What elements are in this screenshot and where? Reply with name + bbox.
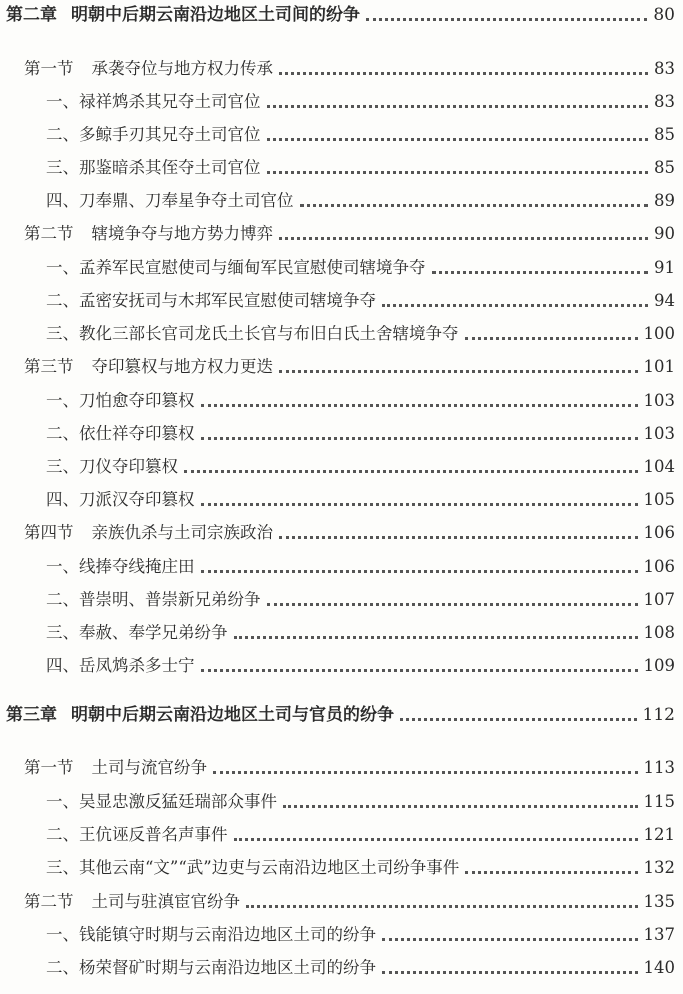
dot-leader xyxy=(246,905,638,908)
toc-entry-label: 第二节 xyxy=(24,224,74,243)
toc-entry-title: 孟养军民宣慰使司与缅甸军民宣慰使司辖境争夺 xyxy=(79,258,426,277)
toc-entry-title: 明朝中后期云南沿边地区土司间的纷争 xyxy=(71,5,360,25)
toc-page-number: 101 xyxy=(643,357,675,376)
toc-item-entry[interactable] xyxy=(46,556,675,578)
toc-page-number: 83 xyxy=(654,92,675,111)
toc-entry-title: 吴显忠激反猛廷瑞部众事件 xyxy=(79,792,277,811)
toc-entry-title: 土司与驻滇宦官纷争 xyxy=(91,892,240,911)
toc-chapter-entry[interactable] xyxy=(6,4,675,26)
toc-entry-label: 三、 xyxy=(46,858,79,877)
toc-item-entry[interactable] xyxy=(46,91,675,113)
toc-entry-title: 依仕祥夺印篡权 xyxy=(79,424,195,443)
toc-page-number: 104 xyxy=(643,457,675,476)
toc-entry-title: 教化三部长官司龙氏土长官与布旧白氏土舍辖境争夺 xyxy=(79,324,459,343)
toc-page-number: 113 xyxy=(643,758,675,777)
toc-entry-title: 奉赦、奉学兄弟纷争 xyxy=(79,623,228,642)
toc-entry-label: 一、 xyxy=(46,391,79,410)
toc-entry-title: 刀仪夺印篡权 xyxy=(79,457,178,476)
dot-leader xyxy=(279,72,648,75)
toc-entry-label: 二、 xyxy=(46,125,79,144)
dot-leader xyxy=(267,603,638,606)
toc-page-number: 85 xyxy=(654,158,675,177)
toc-item-entry[interactable] xyxy=(46,390,675,412)
dot-leader xyxy=(234,636,638,639)
dot-leader xyxy=(234,838,638,841)
toc-entry-label: 四、 xyxy=(46,490,79,509)
toc-section-entry[interactable] xyxy=(24,58,675,80)
toc-entry-title: 孟密安抚司与木邦军民宣慰使司辖境争夺 xyxy=(79,291,376,310)
toc-entry-label: 三、 xyxy=(46,324,79,343)
toc-item-entry[interactable] xyxy=(46,924,675,946)
toc-entry-label: 二、 xyxy=(46,590,79,609)
toc-entry-label: 第三章 xyxy=(6,705,57,725)
toc-page-number: 108 xyxy=(643,623,675,642)
toc-section-entry[interactable] xyxy=(24,757,675,779)
toc-entry-title: 杨荣督矿时期与云南沿边地区土司的纷争 xyxy=(79,958,376,977)
dot-leader xyxy=(465,337,638,340)
toc-page-number: 80 xyxy=(653,5,675,25)
toc-section-entry[interactable] xyxy=(24,891,675,913)
toc-item-entry[interactable] xyxy=(46,857,675,879)
toc-item-entry[interactable] xyxy=(46,157,675,179)
toc-entry-label: 第二章 xyxy=(6,5,57,25)
dot-leader xyxy=(201,404,638,407)
toc-page-number: 137 xyxy=(643,925,675,944)
toc-item-entry[interactable] xyxy=(46,290,675,312)
dot-leader xyxy=(432,271,649,274)
dot-leader xyxy=(201,437,638,440)
toc-entry-label: 二、 xyxy=(46,291,79,310)
dot-leader xyxy=(267,105,649,108)
toc-item-entry[interactable] xyxy=(46,489,675,511)
toc-entry-label: 二、 xyxy=(46,424,79,443)
toc-page-number: 83 xyxy=(654,59,675,78)
toc-chapter-entry[interactable] xyxy=(6,704,675,726)
toc-item-entry[interactable] xyxy=(46,456,675,478)
toc-page-number: 90 xyxy=(654,224,675,243)
toc-entry-label: 第二节 xyxy=(24,892,74,911)
toc-entry-label: 二、 xyxy=(46,825,79,844)
dot-leader xyxy=(201,570,638,573)
toc-item-entry[interactable] xyxy=(46,423,675,445)
toc-entry-title: 夺印篡权与地方权力更迭 xyxy=(91,357,273,376)
toc-entry-label: 第一节 xyxy=(24,59,74,78)
toc-item-entry[interactable] xyxy=(46,257,675,279)
toc-entry-title: 刀派汉夺印篡权 xyxy=(79,490,195,509)
toc-item-entry[interactable] xyxy=(46,622,675,644)
toc-entry-title: 土司与流官纷争 xyxy=(91,758,207,777)
toc-item-entry[interactable] xyxy=(46,957,675,979)
toc-page-number: 103 xyxy=(643,391,675,410)
toc-page-number: 91 xyxy=(654,258,675,277)
toc-entry-label: 四、 xyxy=(46,191,79,210)
toc-entry-title: 刀怕愈夺印篡权 xyxy=(79,391,195,410)
toc-page-number: 121 xyxy=(643,825,675,844)
dot-leader xyxy=(279,370,638,373)
toc-entry-title: 王伉诬反普名声事件 xyxy=(79,825,228,844)
toc-entry-label: 一、 xyxy=(46,92,79,111)
dot-leader xyxy=(201,669,638,672)
toc-entry-label: 一、 xyxy=(46,258,79,277)
dot-leader xyxy=(267,171,649,174)
toc-entry-label: 第一节 xyxy=(24,758,74,777)
dot-leader xyxy=(213,771,638,774)
toc-page-number: 109 xyxy=(643,656,675,675)
toc-entry-label: 三、 xyxy=(46,623,79,642)
toc-entry-label: 三、 xyxy=(46,457,79,476)
toc-page-number: 100 xyxy=(643,324,675,343)
dot-leader xyxy=(382,938,638,941)
toc-page-number: 103 xyxy=(643,424,675,443)
toc-page-number: 112 xyxy=(642,705,675,725)
toc-page-number: 115 xyxy=(643,792,675,811)
toc-item-entry[interactable] xyxy=(46,124,675,146)
toc-entry-label: 四、 xyxy=(46,656,79,675)
dot-leader xyxy=(279,237,648,240)
dot-leader xyxy=(279,536,638,539)
toc-page-number: 106 xyxy=(643,523,675,542)
toc-page-number: 85 xyxy=(654,125,675,144)
dot-leader xyxy=(283,805,638,808)
toc-entry-title: 那鉴暗杀其侄夺土司官位 xyxy=(79,158,261,177)
toc-entry-label: 一、 xyxy=(46,557,79,576)
dot-leader xyxy=(382,971,638,974)
toc-section-entry[interactable] xyxy=(24,522,675,544)
toc-entry-label: 一、 xyxy=(46,792,79,811)
toc-entry-label: 二、 xyxy=(46,958,79,977)
toc-item-entry[interactable] xyxy=(46,791,675,813)
toc-page-number: 135 xyxy=(643,892,675,911)
toc-entry-title: 多鲸手刃其兄夺土司官位 xyxy=(79,125,261,144)
toc-entry-title: 钱能镇守时期与云南沿边地区土司的纷争 xyxy=(79,925,376,944)
toc-section-entry[interactable] xyxy=(24,223,675,245)
dot-leader xyxy=(201,503,638,506)
toc-entry-title: 亲族仇杀与土司宗族政治 xyxy=(91,523,273,542)
toc-entry-label: 第三节 xyxy=(24,357,74,376)
toc-page-number: 89 xyxy=(654,191,675,210)
toc-entry-title: 刀奉鼎、刀奉星争夺土司官位 xyxy=(79,191,294,210)
toc-entry-title: 普崇明、普崇新兄弟纷争 xyxy=(79,590,261,609)
toc-entry-title: 辖境争夺与地方势力博弈 xyxy=(91,224,273,243)
toc-item-entry[interactable] xyxy=(46,190,675,212)
toc-page-number: 94 xyxy=(654,291,675,310)
dot-leader xyxy=(267,138,649,141)
toc-page-number: 132 xyxy=(643,858,675,877)
toc-page-number: 106 xyxy=(643,557,675,576)
toc-item-entry[interactable] xyxy=(46,589,675,611)
toc-entry-title: 禄祥鸩杀其兄夺土司官位 xyxy=(79,92,261,111)
toc-entry-label: 第四节 xyxy=(24,523,74,542)
toc-entry-title: 线捧夺线掩庄田 xyxy=(79,557,195,576)
toc-page-number: 105 xyxy=(643,490,675,509)
dot-leader xyxy=(400,718,637,721)
toc-entry-title: 明朝中后期云南沿边地区土司与官员的纷争 xyxy=(71,705,394,725)
dot-leader xyxy=(184,470,638,473)
dot-leader xyxy=(382,304,648,307)
toc-page-number: 140 xyxy=(643,958,675,977)
dot-leader xyxy=(366,18,647,21)
toc-item-entry[interactable] xyxy=(46,655,675,677)
dot-leader xyxy=(465,871,637,874)
toc-entry-label: 一、 xyxy=(46,925,79,944)
toc-entry-title: 其他云南“文”“武”边吏与云南沿边地区土司纷争事件 xyxy=(79,858,460,877)
toc-page-number: 107 xyxy=(643,590,675,609)
toc-item-entry[interactable] xyxy=(46,824,675,846)
toc-entry-label: 三、 xyxy=(46,158,79,177)
toc-entry-title: 岳凤鸩杀多士宁 xyxy=(79,656,195,675)
dot-leader xyxy=(300,204,649,207)
toc-entry-title: 承袭夺位与地方权力传承 xyxy=(91,59,273,78)
toc-section-entry[interactable] xyxy=(24,356,675,378)
toc-item-entry[interactable] xyxy=(46,323,675,345)
